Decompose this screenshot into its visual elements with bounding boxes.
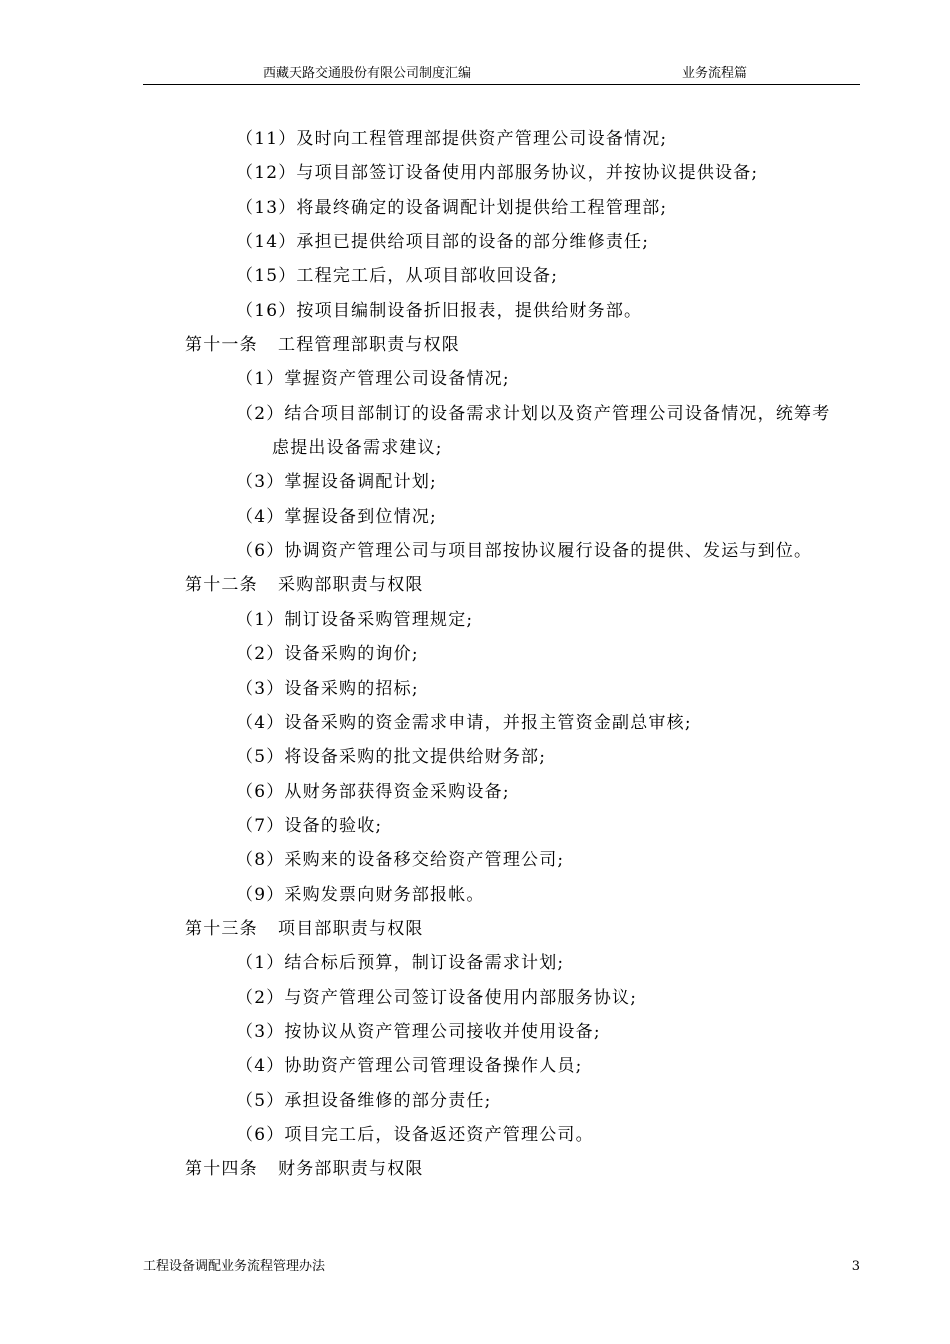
list-item: （4）设备采购的资金需求申请，并报主管资金副总审核;: [236, 712, 692, 733]
list-item: （12）与项目部签订设备使用内部服务协议，并按协议提供设备;: [236, 163, 759, 184]
article-number: 第十一条: [185, 335, 258, 356]
list-item: （8）采购来的设备移交给资产管理公司;: [236, 850, 565, 871]
article-heading: [0, 912, 950, 946]
list-item: （5）将设备采购的批文提供给财务部;: [236, 747, 547, 768]
article-number: 第十二条: [185, 575, 258, 596]
list-item: （2）结合项目部制订的设备需求计划以及资产管理公司设备情况，统筹考: [236, 403, 831, 424]
list-item: （3）掌握设备调配计划;: [236, 472, 437, 493]
article-number: 第十四条: [185, 1159, 258, 1180]
article-heading: [0, 568, 950, 602]
list-item: （1）结合标后预算，制订设备需求计划;: [236, 953, 565, 974]
article-title: 采购部职责与权限: [278, 575, 424, 596]
list-item: （6）协调资产管理公司与项目部按协议履行设备的提供、发运与到位。: [236, 541, 813, 562]
list-item: （7）设备的验收;: [236, 815, 383, 836]
list-item: （2）与资产管理公司签订设备使用内部服务协议;: [236, 987, 638, 1008]
page-footer: [143, 1258, 860, 1278]
list-item: （5）承担设备维修的部分责任;: [236, 1090, 492, 1111]
list-item: （9）采购发票向财务部报帐。: [236, 884, 485, 905]
article-heading: [0, 1152, 950, 1186]
list-item: （11）及时向工程管理部提供资产管理公司设备情况;: [236, 129, 668, 149]
list-item: （4）协助资产管理公司管理设备操作人员;: [236, 1056, 583, 1077]
header-section-title: 业务流程篇: [682, 66, 748, 81]
page-header: [143, 64, 860, 85]
list-item-continuation: 虑提出设备需求建议;: [272, 438, 443, 459]
page-number: 3: [851, 1259, 860, 1274]
list-item: （15）工程完工后，从项目部收回设备;: [236, 266, 559, 287]
list-item: （6）项目完工后，设备返还资产管理公司。: [236, 1124, 594, 1145]
article-title: 项目部职责与权限: [278, 918, 424, 939]
article-heading: [0, 328, 950, 362]
list-item: （1）制订设备采购管理规定;: [236, 609, 474, 630]
article-title: 财务部职责与权限: [278, 1159, 424, 1180]
list-item: （3）按协议从资产管理公司接收并使用设备;: [236, 1021, 601, 1042]
footer-document-title: 工程设备调配业务流程管理办法: [143, 1259, 326, 1274]
article-title: 工程管理部职责与权限: [278, 335, 460, 356]
list-item: （3）设备采购的招标;: [236, 678, 419, 699]
article-number: 第十三条: [185, 918, 258, 939]
list-item: （6）从财务部获得资金采购设备;: [236, 781, 510, 802]
list-item: （1）掌握资产管理公司设备情况;: [236, 369, 510, 390]
list-item: （4）掌握设备到位情况;: [236, 506, 437, 527]
list-item: （14）承担已提供给项目部的设备的部分维修责任;: [236, 232, 650, 253]
list-item: （16）按项目编制设备折旧报表，提供给财务部。: [236, 300, 643, 321]
header-company-title: 西藏天路交通股份有限公司制度汇编: [263, 66, 472, 81]
document-body: [0, 122, 950, 1187]
list-item: （2）设备采购的询价;: [236, 644, 419, 665]
list-item: （13）将最终确定的设备调配计划提供给工程管理部;: [236, 197, 668, 218]
